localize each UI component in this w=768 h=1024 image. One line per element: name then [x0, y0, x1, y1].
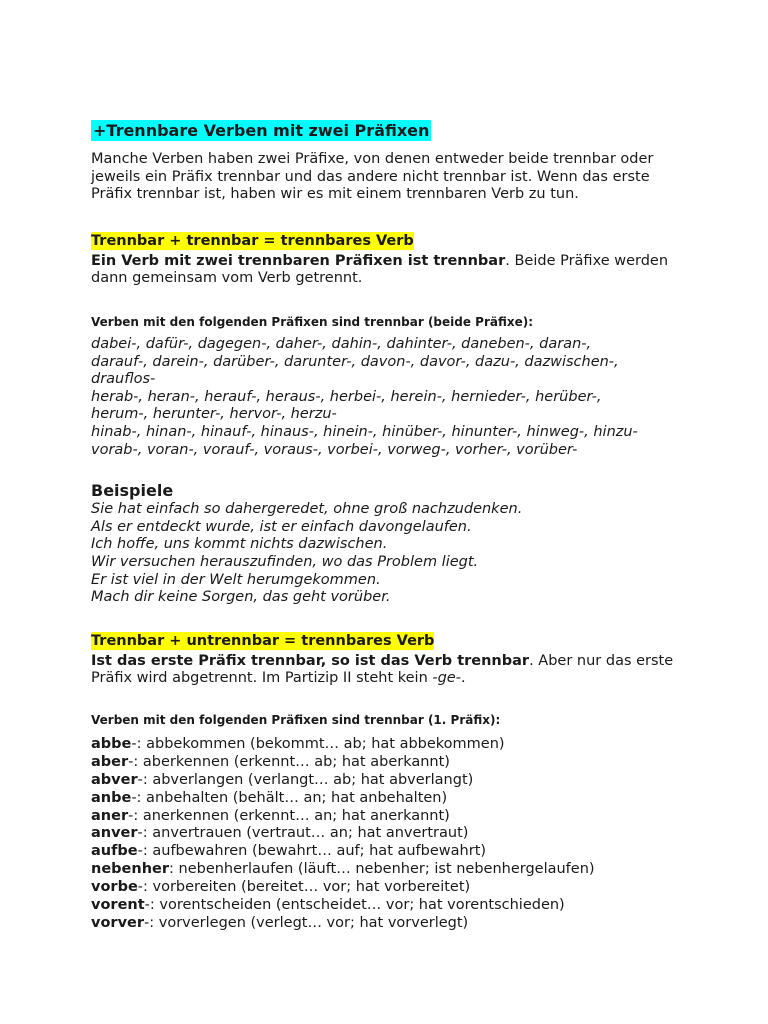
- prefix-line: herum-, herunter-, hervor-, herzu-: [91, 406, 337, 423]
- list-item: [91, 736, 691, 754]
- list-item: [91, 772, 691, 790]
- list-item: [91, 754, 691, 772]
- list-item: [91, 790, 691, 808]
- list-item: [91, 843, 691, 861]
- list-item: [91, 825, 691, 843]
- item-text: -: vorverlegen (verlegt… vor; hat vorverlegt): [144, 914, 469, 931]
- document-content: [91, 120, 691, 933]
- intro-paragraph: Manche Verben haben zwei Präfixe, von denen entweder beide trennbar oder jeweils ein Präfix trennbar und das andere nicht trennbar ist. Wenn das erste Präfix trennbar ist, haben wir es mit einem trennbaren Verb zu tun.: [91, 151, 654, 203]
- item-text: -: anbehalten (behält… an; hat anbehalten): [131, 789, 448, 806]
- section1-heading: Trennbar + trennbar = trennbares Verb: [91, 232, 414, 249]
- item-prefix: vorbe: [91, 879, 138, 896]
- title-line: [91, 120, 691, 143]
- item-text: -: abverlangen (verlangt… ab; hat abverlangt): [137, 771, 474, 788]
- examples-list: [91, 501, 691, 607]
- example-line: Ich hoffe, uns kommt nichts dazwischen.: [91, 536, 388, 553]
- prefix-line: hinab-, hinan-, hinauf-, hinaus-, hinein-, hinüber-, hinunter-, hinweg-, hinzu-: [91, 423, 638, 440]
- item-prefix: nebenher: [91, 861, 170, 878]
- list-item: [91, 915, 691, 933]
- prefix-line: herab-, heran-, herauf-, heraus-, herbei-, herein-, hernieder-, herüber-,: [91, 388, 602, 405]
- section1-rule-rest: . Beide Präfixe werden dann gemeinsam vom Verb getrennt.: [91, 252, 669, 287]
- item-text: -: vorentscheiden (entscheidet… vor; hat vorentschieden): [144, 897, 565, 914]
- list-item: [91, 897, 691, 915]
- example-line: Wir versuchen herauszufinden, wo das Problem liegt.: [91, 553, 479, 570]
- prefix-list: [91, 336, 691, 459]
- item-text: -: anerkennen (erkennt… an; hat anerkannt): [128, 807, 450, 824]
- section2-rule-bold: Ist das erste Präfix trennbar, so ist das Verb trennbar: [91, 652, 530, 669]
- section2-rule-rest: . Aber nur das erste Präfix wird abgetrennt. Im Partizip II steht kein: [91, 652, 674, 687]
- item-prefix: abver: [91, 771, 138, 788]
- section1-heading-line: [91, 231, 691, 251]
- section1-list-heading: Verben mit den folgenden Präfixen sind trennbar (beide Präfixe):: [91, 314, 534, 329]
- example-line: Sie hat einfach so dahergeredet, ohne groß nachzudenken.: [91, 501, 523, 518]
- item-prefix: vorent: [91, 897, 145, 914]
- prefix-line: vorab-, voran-, vorauf-, voraus-, vorbei-, vorweg-, vorher-, vorüber-: [91, 441, 578, 458]
- section1-rule: [91, 253, 691, 288]
- list-item: [91, 808, 691, 826]
- item-text: -: aberkennen (erkennt… ab; hat aberkannt): [128, 753, 450, 770]
- item-prefix: anbe: [91, 789, 132, 806]
- item-text: -: vorbereiten (bereitet… vor; hat vorbereitet): [137, 879, 471, 896]
- item-prefix: vorver: [91, 914, 145, 931]
- list-item: [91, 879, 691, 897]
- example-line: Als er entdeckt wurde, ist er einfach davongelaufen.: [91, 518, 472, 535]
- prefix-line: dabei-, dafür-, dagegen-, daher-, dahin-, dahinter-, daneben-, daran-,: [91, 335, 592, 352]
- example-line: Mach dir keine Sorgen, das geht vorüber.: [91, 589, 391, 606]
- page-title: +Trennbare Verben mit zwei Präfixen: [93, 121, 430, 140]
- section1-rule-bold: Ein Verb mit zwei trennbaren Präfixen ist trennbar: [91, 252, 506, 269]
- section2-list-heading: Verben mit den folgenden Präfixen sind trennbar (1. Präfix):: [91, 712, 501, 727]
- item-prefix: aner: [91, 807, 129, 824]
- item-prefix: abbe: [91, 735, 132, 752]
- item-prefix: aber: [91, 753, 129, 770]
- section2-heading-line: [91, 631, 691, 651]
- prefix-line: darauf-, darein-, darüber-, darunter-, davon-, davor-, dazu-, dazwischen-,: [91, 353, 619, 370]
- item-text: : nebenherlaufen (läuft… nebenher; ist nebenhergelaufen): [169, 861, 595, 878]
- examples-heading: Beispiele: [91, 481, 174, 501]
- list-item: [91, 861, 691, 879]
- item-prefix: aufbe: [91, 843, 138, 860]
- prefix-line: drauflos-: [91, 371, 156, 388]
- item-text: -: abbekommen (bekommt… ab; hat abbekommen): [131, 735, 505, 752]
- section2-rule: [91, 653, 691, 688]
- prefix-verb-list: [91, 736, 691, 933]
- section2-rule-end: .: [460, 670, 466, 687]
- section2-rule-italic: -ge-: [432, 670, 461, 687]
- item-prefix: anver: [91, 825, 138, 842]
- section2-heading: Trennbar + untrennbar = trennbares Verb: [91, 632, 435, 649]
- example-line: Er ist viel in der Welt herumgekommen.: [91, 571, 381, 588]
- item-text: -: aufbewahren (bewahrt… auf; hat aufbewahrt): [137, 843, 487, 860]
- item-text: -: anvertrauen (vertraut… an; hat anvertraut): [137, 825, 469, 842]
